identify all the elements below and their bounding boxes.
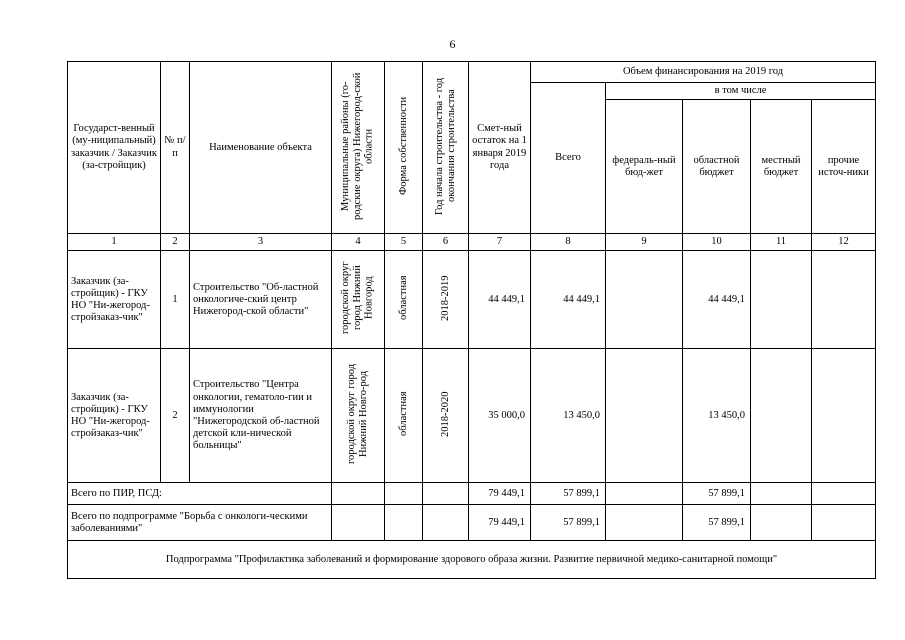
header-other: прочие источ-ники [812,100,876,234]
col-number: 6 [423,234,469,251]
col-number: 10 [683,234,751,251]
col-number: 11 [751,234,812,251]
col-number: 3 [190,234,332,251]
row-total: 44 449,1 [531,251,606,349]
row-number: 1 [161,251,190,349]
row-total: 13 450,0 [531,349,606,483]
row-number: 2 [161,349,190,483]
header-municipal: Муниципальные районы (го-родские округа) Нижегород-ской области [340,71,375,220]
page-number: 6 [449,37,456,51]
row-municipal-cell [332,251,385,349]
header-ownership: Форма собственности [397,96,409,195]
row-years: 2018-2020 [439,390,451,437]
row-local [751,251,812,349]
financing-table [67,61,876,579]
row-ownership-cell [385,251,423,349]
header-total: Всего [531,83,606,234]
row-federal [606,349,683,483]
row-local [751,349,812,483]
total-pir-balance: 79 449,1 [469,483,531,505]
table-row [68,251,876,349]
subprogram-row [68,541,876,579]
header-estimated-balance: Смет-ный остаток на 1 января 2019 года [469,62,531,234]
col-number: 5 [385,234,423,251]
row-ownership: областная [397,275,409,320]
row-years-cell [423,349,469,483]
total-pir-row [68,483,876,505]
row-balance: 44 449,1 [469,251,531,349]
header-regional: областной бюджет [683,100,751,234]
table-row [68,349,876,483]
row-object: Строительство "Об-ластной онкологиче-ский центр Нижегород-ской области" [190,251,332,349]
header-years-cell [423,62,469,234]
col-number: 2 [161,234,190,251]
row-ownership-cell [385,349,423,483]
subprogram-title: Подпрограмма "Профилактика заболеваний и формирование здорового образа жизни. Развитие первичной медико-санитарной помощи" [68,541,876,579]
row-municipal-cell [332,349,385,483]
row-customer: Заказчик (за-стройщик) - ГКУ НО "Ни-жегород-стройзаказ-чик" [68,251,161,349]
total-pir-label: Всего по ПИР, ПСД: [68,483,332,505]
total-subprogram-label: Всего по подпрограмме "Борьба с онкологи-ческими заболеваниями" [68,505,332,541]
row-regional: 44 449,1 [683,251,751,349]
row-municipal: городской округ город Нижний Новгород [340,261,375,334]
total-pir-regional: 57 899,1 [683,483,751,505]
col-number: 9 [606,234,683,251]
header-ownership-cell [385,62,423,234]
col-number: 12 [812,234,876,251]
row-customer: Заказчик (за-стройщик) - ГКУ НО "Ни-жегород-стройзаказ-чик" [68,349,161,483]
header-federal: федераль-ный бюд-жет [606,100,683,234]
header-object-name: Наименование объекта [190,62,332,234]
row-ownership: областная [397,391,409,436]
total-subprogram-balance: 79 449,1 [469,505,531,541]
row-years-cell [423,251,469,349]
header-years: Год начала строительства - год окончания строительства [433,76,457,215]
header-funding: Объем финансирования на 2019 год [531,62,876,83]
header-including: в том числе [606,83,876,100]
row-other [812,349,876,483]
header-customer: Государст-венный (му-ниципальный) заказчик / Заказчик (за-стройщик) [68,62,161,234]
total-pir-total: 57 899,1 [531,483,606,505]
row-balance: 35 000,0 [469,349,531,483]
col-number: 1 [68,234,161,251]
row-other [812,251,876,349]
header-municipal-cell [332,62,385,234]
row-object: Строительство "Центра онкологии, гематоло-гии и иммунологии "Нижегородской об-ластной детской кли-нической больницы" [190,349,332,483]
column-numbers-row [68,234,876,251]
row-regional: 13 450,0 [683,349,751,483]
total-subprogram-regional: 57 899,1 [683,505,751,541]
header-local: местный бюджет [751,100,812,234]
row-federal [606,251,683,349]
row-years: 2018-2019 [439,274,451,321]
header-number: № п/п [161,62,190,234]
col-number: 8 [531,234,606,251]
row-municipal: городской округ город Нижний Новго-род [346,363,369,464]
total-subprogram-total: 57 899,1 [531,505,606,541]
col-number: 7 [469,234,531,251]
col-number: 4 [332,234,385,251]
total-subprogram-row [68,505,876,541]
